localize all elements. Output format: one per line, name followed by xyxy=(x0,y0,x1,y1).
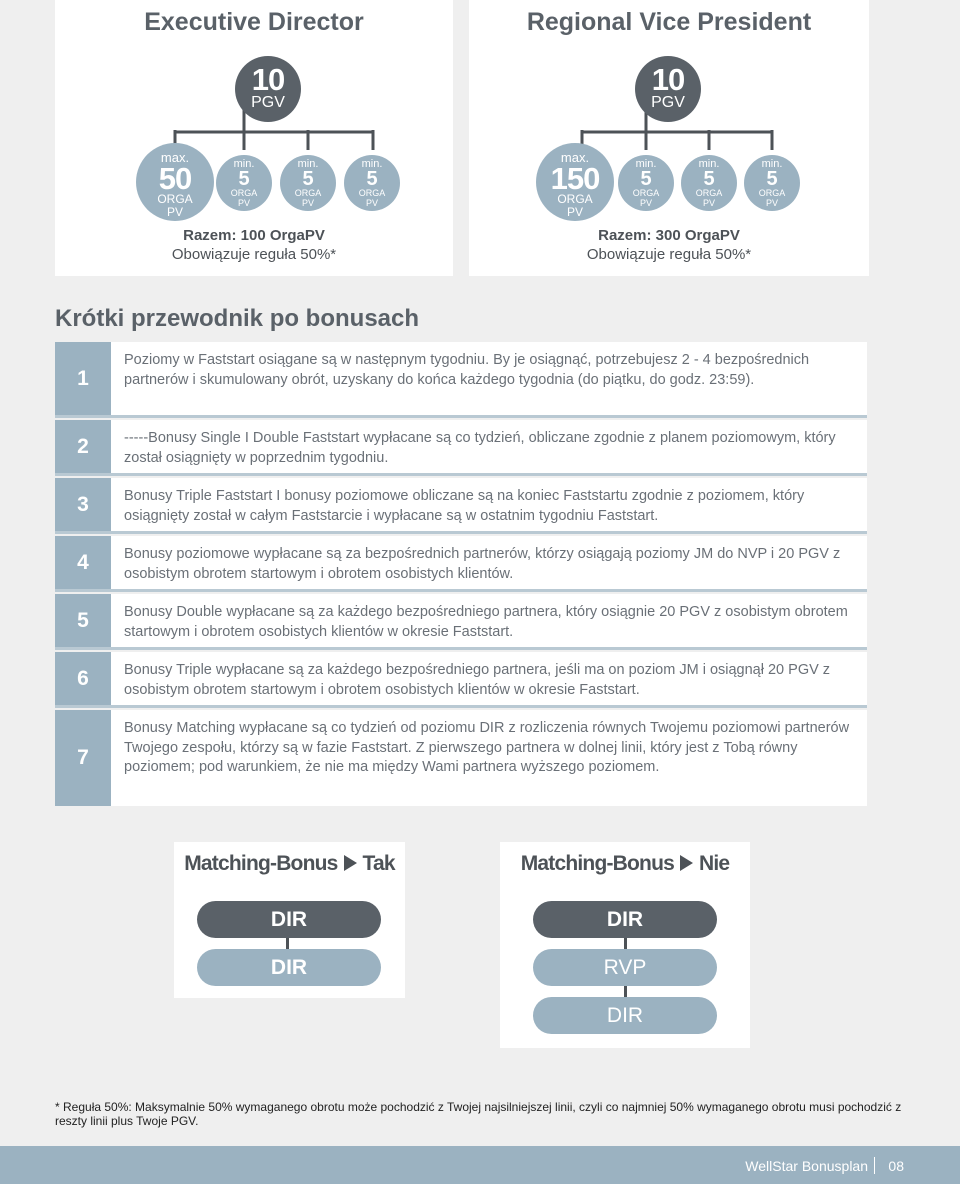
pgv-circle xyxy=(635,56,701,122)
circle-value: 5 xyxy=(366,168,378,190)
level-pill: DIR xyxy=(533,997,717,1034)
guide-item-number: 3 xyxy=(55,478,111,531)
rule-note: Obowiązuje reguła 50%* xyxy=(171,246,337,263)
matching-bonus-label: Matching-Bonus xyxy=(184,852,338,875)
executive-director-panel xyxy=(55,0,453,276)
circle-value: 5 xyxy=(302,168,314,190)
level-pill: DIR xyxy=(533,901,717,938)
total-orga-pv: Razem: 300 OrgaPV xyxy=(598,227,740,244)
circle-value: 5 xyxy=(238,168,250,190)
circle-value: 50 xyxy=(158,161,192,196)
guide-item xyxy=(55,342,867,418)
guide-item xyxy=(55,652,867,708)
guide-item-text: Bonusy Triple wypłacane są za każdego bezpośredniego partnera, jeśli ma on poziom JM i osiągnął 20 PGV z osobistym obrotem startowym i obrotem osobistych klientów w okresie Faststart. xyxy=(124,662,831,698)
matching-bonus-no-box xyxy=(500,842,750,1048)
footer-bar xyxy=(0,1146,960,1184)
circle-unit-line-2: PV xyxy=(301,198,314,208)
circle-unit-line-1: ORGA xyxy=(294,188,322,198)
circle-prefix: max. xyxy=(160,150,190,165)
level-pill: DIR xyxy=(197,901,381,938)
circle-unit-line-2: PV xyxy=(365,198,378,208)
max-orga-pv-circle xyxy=(536,143,614,221)
circle-unit-line-1: ORGA xyxy=(230,188,258,198)
circle-prefix: min. xyxy=(698,158,720,170)
guide-item xyxy=(55,478,867,534)
footer-brand: WellStar Bonusplan xyxy=(745,1158,868,1174)
footer-divider xyxy=(874,1157,875,1174)
circle-unit-line-1: ORGA xyxy=(557,192,593,206)
circle-unit-line-1: ORGA xyxy=(157,192,193,206)
min-orga-pv-circle xyxy=(344,155,400,211)
guide-item-text: Bonusy Matching wypłacane są co tydzień od poziomu DIR z rozliczenia równych Twojemu poziomowi partnerów Twojego zespołu, którzy są w fazie Faststart. Z pierwszego partnera w dolnej linii, który jest z Tobą równy poziomem; pod warunkiem, że nie ma między Wami partnera wyższego poziomem. xyxy=(124,720,850,775)
guide-item xyxy=(55,710,867,806)
circle-unit-line-2: PV xyxy=(639,198,652,208)
matching-bonus-answer: Tak xyxy=(362,852,395,875)
guide-item-text: Bonusy poziomowe wypłacane są za bezpośrednich partnerów, którzy osiągają poziomy JM do NVP i 20 PGV z osobistym obrotem startowym i obrotem osobistych klientów. xyxy=(124,546,841,582)
circle-prefix: min. xyxy=(635,158,657,170)
circle-value: 5 xyxy=(640,168,652,190)
guide-item xyxy=(55,420,867,476)
guide-item-text: -----Bonusy Single I Double Faststart wypłacane są co tydzień, obliczane zgodnie z planem poziomowym, który został osiągnięty w poprzednim tygodniu. xyxy=(124,430,836,466)
guide-item-number: 6 xyxy=(55,652,111,705)
guide-item xyxy=(55,536,867,592)
circle-value: 5 xyxy=(766,168,778,190)
circle-unit-line-2: PV xyxy=(237,198,250,208)
page-number: 08 xyxy=(888,1158,904,1174)
matching-bonus-title xyxy=(500,852,750,876)
circle-unit-line-1: ORGA xyxy=(358,188,386,198)
circle-prefix: min. xyxy=(297,158,319,170)
pgv-value: 10 xyxy=(251,62,285,97)
min-orga-pv-circle xyxy=(618,155,674,211)
guide-item-number: 2 xyxy=(55,420,111,473)
min-orga-pv-circle xyxy=(216,155,272,211)
rule-note: Obowiązuje reguła 50%* xyxy=(586,246,752,263)
min-orga-pv-circle xyxy=(280,155,336,211)
pgv-unit: PGV xyxy=(251,94,285,111)
panel-title: Regional Vice President xyxy=(526,8,812,36)
guide-item-number: 1 xyxy=(55,342,111,415)
matching-bonus-label: Matching-Bonus xyxy=(520,852,674,875)
circle-unit-line-2: PV xyxy=(765,198,778,208)
circle-prefix: min. xyxy=(761,158,783,170)
total-orga-pv: Razem: 100 OrgaPV xyxy=(183,227,325,244)
guide-item-number: 5 xyxy=(55,594,111,647)
circle-prefix: min. xyxy=(233,158,255,170)
min-orga-pv-circle xyxy=(681,155,737,211)
circle-unit-line-1: ORGA xyxy=(758,188,786,198)
footnote: * Reguła 50%: Maksymalnie 50% wymaganego obrotu może pochodzić z Twojej najsilniejszej linii, czyli co najmniej 50% wymaganego obrotu musi pochodzić z reszty linii plus Twoje PGV. xyxy=(55,1100,902,1128)
circle-value: 150 xyxy=(550,161,600,196)
pgv-circle xyxy=(235,56,301,122)
level-pill: RVP xyxy=(533,949,717,986)
circle-prefix: min. xyxy=(361,158,383,170)
play-arrow-icon xyxy=(680,855,693,871)
level-pill: DIR xyxy=(197,949,381,986)
regional-vice-president-panel xyxy=(469,0,869,276)
circle-unit-line-2: PV xyxy=(166,205,183,219)
min-orga-pv-circle xyxy=(744,155,800,211)
circle-unit-line-2: PV xyxy=(566,205,583,219)
guide-item-text: Bonusy Triple Faststart I bonusy poziomowe obliczane są na koniec Faststartu zgodnie z poziomem, który osiągnięty został w całym Faststarcie i wypłacane są w ostatnim tygodniu Faststart. xyxy=(124,488,805,524)
circle-value: 5 xyxy=(703,168,715,190)
play-arrow-icon xyxy=(344,855,357,871)
guide-item xyxy=(55,594,867,650)
matching-bonus-title xyxy=(174,852,405,876)
circle-unit-line-1: ORGA xyxy=(695,188,723,198)
pgv-unit: PGV xyxy=(651,94,685,111)
matching-bonus-yes-box xyxy=(174,842,405,998)
guide-item-text: Poziomy w Faststart osiągane są w następnym tygodniu. By je osiągnąć, potrzebujesz 2 - 4 bezpośrednich partnerów i skumulowany obrót, uzyskany do końca każdego tygodnia (do piątku, do godz. 23:59). xyxy=(124,352,810,388)
matching-bonus-answer: Nie xyxy=(699,852,730,875)
guide-item-text: Bonusy Double wypłacane są za każdego bezpośredniego partnera, który osiągnie 20 PGV z osobistym obrotem startowym i obrotem osobistych klientów w okresie Faststart. xyxy=(124,604,848,640)
circle-prefix: max. xyxy=(560,150,590,165)
circle-unit-line-2: PV xyxy=(702,198,715,208)
circle-unit-line-1: ORGA xyxy=(632,188,660,198)
guide-item-number: 4 xyxy=(55,536,111,589)
max-orga-pv-circle xyxy=(136,143,214,221)
panel-title: Executive Director xyxy=(144,8,364,36)
guide-item-number: 7 xyxy=(55,710,111,806)
bonus-guide-title: Krótki przewodnik po bonusach xyxy=(55,305,420,332)
pgv-value: 10 xyxy=(651,62,685,97)
